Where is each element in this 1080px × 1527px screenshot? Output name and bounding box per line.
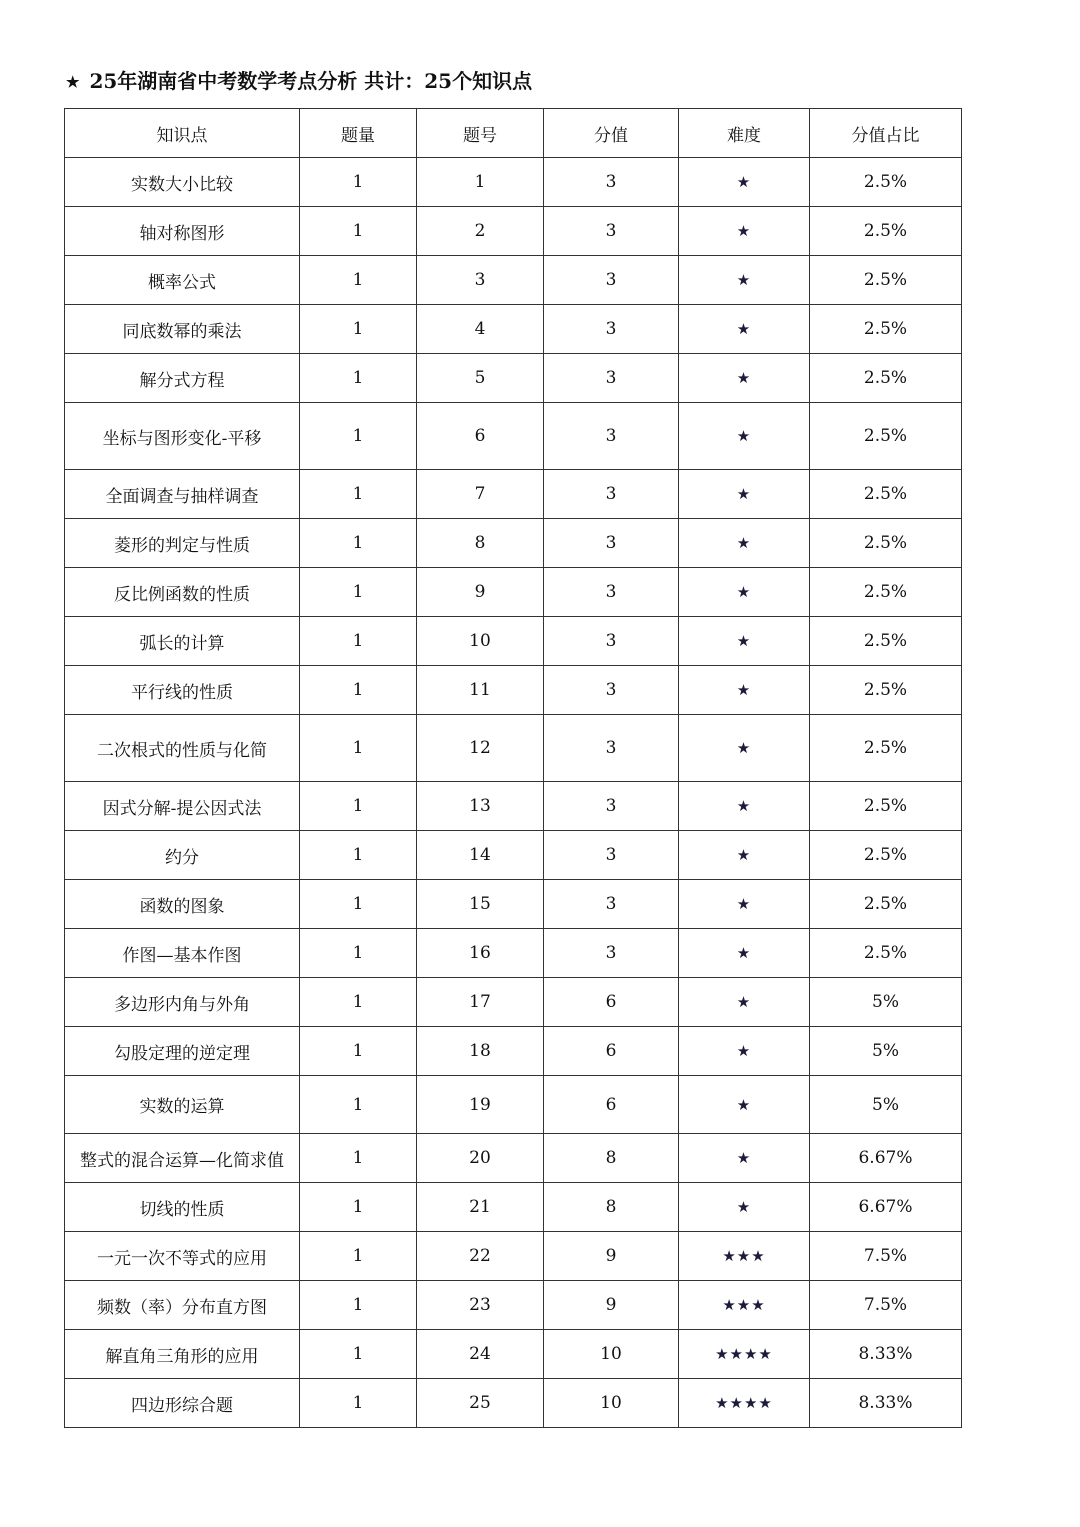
table-row xyxy=(65,158,962,207)
table-row xyxy=(65,256,962,305)
table-row xyxy=(65,1183,962,1232)
difficulty-cell: ★ xyxy=(679,403,810,470)
ratio-cell: 2.5% xyxy=(810,519,962,568)
topic-cell: 整式的混合运算—化简求值 xyxy=(65,1134,300,1183)
table-row xyxy=(65,715,962,782)
ratio-cell: 5% xyxy=(810,978,962,1027)
topic-cell: 函数的图象 xyxy=(65,880,300,929)
topic-cell: 勾股定理的逆定理 xyxy=(65,1027,300,1076)
score-cell: 6 xyxy=(544,1027,679,1076)
number-cell: 13 xyxy=(417,782,544,831)
difficulty-cell: ★ xyxy=(679,1027,810,1076)
topic-cell: 轴对称图形 xyxy=(65,207,300,256)
count-cell: 1 xyxy=(300,354,417,403)
ratio-cell: 7.5% xyxy=(810,1232,962,1281)
count-cell: 1 xyxy=(300,256,417,305)
number-cell: 16 xyxy=(417,929,544,978)
ratio-cell: 8.33% xyxy=(810,1330,962,1379)
count-cell: 1 xyxy=(300,519,417,568)
score-cell: 8 xyxy=(544,1134,679,1183)
number-cell: 5 xyxy=(417,354,544,403)
count-cell: 1 xyxy=(300,1076,417,1134)
topic-cell: 坐标与图形变化-平移 xyxy=(65,403,300,470)
ratio-cell: 2.5% xyxy=(810,354,962,403)
count-cell: 1 xyxy=(300,470,417,519)
number-cell: 12 xyxy=(417,715,544,782)
difficulty-cell: ★ xyxy=(679,1183,810,1232)
difficulty-cell: ★ xyxy=(679,519,810,568)
score-cell: 3 xyxy=(544,715,679,782)
table-row xyxy=(65,207,962,256)
count-cell: 1 xyxy=(300,158,417,207)
table-row xyxy=(65,1281,962,1330)
number-cell: 8 xyxy=(417,519,544,568)
topic-cell: 解直角三角形的应用 xyxy=(65,1330,300,1379)
topic-cell: 一元一次不等式的应用 xyxy=(65,1232,300,1281)
topic-cell: 解分式方程 xyxy=(65,354,300,403)
knowledge-point-table xyxy=(64,108,962,1428)
difficulty-cell: ★ xyxy=(679,715,810,782)
score-cell: 8 xyxy=(544,1183,679,1232)
score-cell: 3 xyxy=(544,782,679,831)
difficulty-cell: ★ xyxy=(679,880,810,929)
topic-cell: 实数大小比较 xyxy=(65,158,300,207)
ratio-cell: 6.67% xyxy=(810,1134,962,1183)
count-cell: 1 xyxy=(300,1027,417,1076)
star-icon: ★ xyxy=(66,73,80,91)
topic-cell: 实数的运算 xyxy=(65,1076,300,1134)
number-cell: 21 xyxy=(417,1183,544,1232)
difficulty-cell: ★ xyxy=(679,568,810,617)
difficulty-cell: ★★★ xyxy=(679,1232,810,1281)
ratio-cell: 2.5% xyxy=(810,831,962,880)
header-score: 分值 xyxy=(544,109,679,158)
ratio-cell: 5% xyxy=(810,1027,962,1076)
score-cell: 3 xyxy=(544,354,679,403)
ratio-cell: 8.33% xyxy=(810,1379,962,1428)
table-row xyxy=(65,978,962,1027)
difficulty-cell: ★ xyxy=(679,831,810,880)
number-cell: 11 xyxy=(417,666,544,715)
topic-cell: 作图—基本作图 xyxy=(65,929,300,978)
score-cell: 6 xyxy=(544,1076,679,1134)
score-cell: 9 xyxy=(544,1281,679,1330)
difficulty-cell: ★ xyxy=(679,207,810,256)
score-cell: 3 xyxy=(544,666,679,715)
count-cell: 1 xyxy=(300,1330,417,1379)
count-cell: 1 xyxy=(300,305,417,354)
ratio-cell: 2.5% xyxy=(810,666,962,715)
count-cell: 1 xyxy=(300,880,417,929)
count-cell: 1 xyxy=(300,403,417,470)
header-number: 题号 xyxy=(417,109,544,158)
count-cell: 1 xyxy=(300,1134,417,1183)
difficulty-cell: ★★★★ xyxy=(679,1330,810,1379)
count-cell: 1 xyxy=(300,715,417,782)
ratio-cell: 2.5% xyxy=(810,158,962,207)
number-cell: 10 xyxy=(417,617,544,666)
difficulty-cell: ★ xyxy=(679,256,810,305)
count-cell: 1 xyxy=(300,929,417,978)
count-cell: 1 xyxy=(300,782,417,831)
difficulty-cell: ★★★ xyxy=(679,1281,810,1330)
ratio-cell: 6.67% xyxy=(810,1183,962,1232)
number-cell: 6 xyxy=(417,403,544,470)
count-cell: 1 xyxy=(300,978,417,1027)
number-cell: 14 xyxy=(417,831,544,880)
count-cell: 1 xyxy=(300,207,417,256)
topic-cell: 切线的性质 xyxy=(65,1183,300,1232)
page-title xyxy=(66,64,532,98)
ratio-cell: 2.5% xyxy=(810,568,962,617)
header-difficulty: 难度 xyxy=(679,109,810,158)
ratio-cell: 2.5% xyxy=(810,207,962,256)
ratio-cell: 2.5% xyxy=(810,256,962,305)
score-cell: 3 xyxy=(544,470,679,519)
difficulty-cell: ★ xyxy=(679,929,810,978)
topic-cell: 频数（率）分布直方图 xyxy=(65,1281,300,1330)
topic-cell: 二次根式的性质与化简 xyxy=(65,715,300,782)
score-cell: 3 xyxy=(544,158,679,207)
table-row xyxy=(65,1232,962,1281)
number-cell: 23 xyxy=(417,1281,544,1330)
score-cell: 3 xyxy=(544,831,679,880)
number-cell: 25 xyxy=(417,1379,544,1428)
number-cell: 9 xyxy=(417,568,544,617)
number-cell: 17 xyxy=(417,978,544,1027)
table-row xyxy=(65,831,962,880)
table-row xyxy=(65,568,962,617)
ratio-cell: 5% xyxy=(810,1076,962,1134)
topic-cell: 全面调查与抽样调查 xyxy=(65,470,300,519)
table-row xyxy=(65,305,962,354)
difficulty-cell: ★ xyxy=(679,470,810,519)
difficulty-cell: ★ xyxy=(679,305,810,354)
header-topic: 知识点 xyxy=(65,109,300,158)
topic-cell: 多边形内角与外角 xyxy=(65,978,300,1027)
table-row xyxy=(65,929,962,978)
header-count: 题量 xyxy=(300,109,417,158)
number-cell: 1 xyxy=(417,158,544,207)
score-cell: 6 xyxy=(544,978,679,1027)
number-cell: 7 xyxy=(417,470,544,519)
score-cell: 3 xyxy=(544,617,679,666)
number-cell: 24 xyxy=(417,1330,544,1379)
difficulty-cell: ★ xyxy=(679,354,810,403)
score-cell: 3 xyxy=(544,880,679,929)
table-row xyxy=(65,1027,962,1076)
ratio-cell: 2.5% xyxy=(810,929,962,978)
difficulty-cell: ★ xyxy=(679,782,810,831)
count-cell: 1 xyxy=(300,1379,417,1428)
number-cell: 22 xyxy=(417,1232,544,1281)
score-cell: 9 xyxy=(544,1232,679,1281)
difficulty-cell: ★ xyxy=(679,978,810,1027)
topic-cell: 四边形综合题 xyxy=(65,1379,300,1428)
table-body xyxy=(65,158,962,1428)
score-cell: 3 xyxy=(544,207,679,256)
ratio-cell: 2.5% xyxy=(810,305,962,354)
table-row xyxy=(65,666,962,715)
count-cell: 1 xyxy=(300,1183,417,1232)
header-ratio: 分值占比 xyxy=(810,109,962,158)
score-cell: 10 xyxy=(544,1330,679,1379)
table-row xyxy=(65,1076,962,1134)
difficulty-cell: ★ xyxy=(679,1076,810,1134)
count-cell: 1 xyxy=(300,568,417,617)
topic-cell: 约分 xyxy=(65,831,300,880)
count-cell: 1 xyxy=(300,617,417,666)
number-cell: 3 xyxy=(417,256,544,305)
table-header-row xyxy=(65,109,962,158)
table-row xyxy=(65,617,962,666)
number-cell: 18 xyxy=(417,1027,544,1076)
topic-cell: 反比例函数的性质 xyxy=(65,568,300,617)
difficulty-cell: ★ xyxy=(679,666,810,715)
ratio-cell: 2.5% xyxy=(810,782,962,831)
table-row xyxy=(65,1134,962,1183)
table-row xyxy=(65,354,962,403)
topic-cell: 同底数幂的乘法 xyxy=(65,305,300,354)
title-text: 25年湖南省中考数学考点分析 共计：25个知识点 xyxy=(89,69,533,93)
number-cell: 15 xyxy=(417,880,544,929)
score-cell: 3 xyxy=(544,403,679,470)
topic-cell: 因式分解-提公因式法 xyxy=(65,782,300,831)
difficulty-cell: ★★★★ xyxy=(679,1379,810,1428)
score-cell: 3 xyxy=(544,929,679,978)
topic-cell: 概率公式 xyxy=(65,256,300,305)
number-cell: 19 xyxy=(417,1076,544,1134)
ratio-cell: 2.5% xyxy=(810,403,962,470)
topic-cell: 弧长的计算 xyxy=(65,617,300,666)
count-cell: 1 xyxy=(300,1232,417,1281)
table-row xyxy=(65,403,962,470)
difficulty-cell: ★ xyxy=(679,617,810,666)
difficulty-cell: ★ xyxy=(679,158,810,207)
table-row xyxy=(65,880,962,929)
topic-cell: 菱形的判定与性质 xyxy=(65,519,300,568)
score-cell: 3 xyxy=(544,568,679,617)
table-row xyxy=(65,1330,962,1379)
table-row xyxy=(65,470,962,519)
score-cell: 3 xyxy=(544,305,679,354)
number-cell: 4 xyxy=(417,305,544,354)
score-cell: 10 xyxy=(544,1379,679,1428)
table-row xyxy=(65,519,962,568)
ratio-cell: 2.5% xyxy=(810,880,962,929)
table-row xyxy=(65,782,962,831)
difficulty-cell: ★ xyxy=(679,1134,810,1183)
ratio-cell: 2.5% xyxy=(810,617,962,666)
score-cell: 3 xyxy=(544,519,679,568)
count-cell: 1 xyxy=(300,666,417,715)
ratio-cell: 7.5% xyxy=(810,1281,962,1330)
topic-cell: 平行线的性质 xyxy=(65,666,300,715)
count-cell: 1 xyxy=(300,831,417,880)
table-row xyxy=(65,1379,962,1428)
ratio-cell: 2.5% xyxy=(810,715,962,782)
score-cell: 3 xyxy=(544,256,679,305)
number-cell: 20 xyxy=(417,1134,544,1183)
number-cell: 2 xyxy=(417,207,544,256)
ratio-cell: 2.5% xyxy=(810,470,962,519)
count-cell: 1 xyxy=(300,1281,417,1330)
